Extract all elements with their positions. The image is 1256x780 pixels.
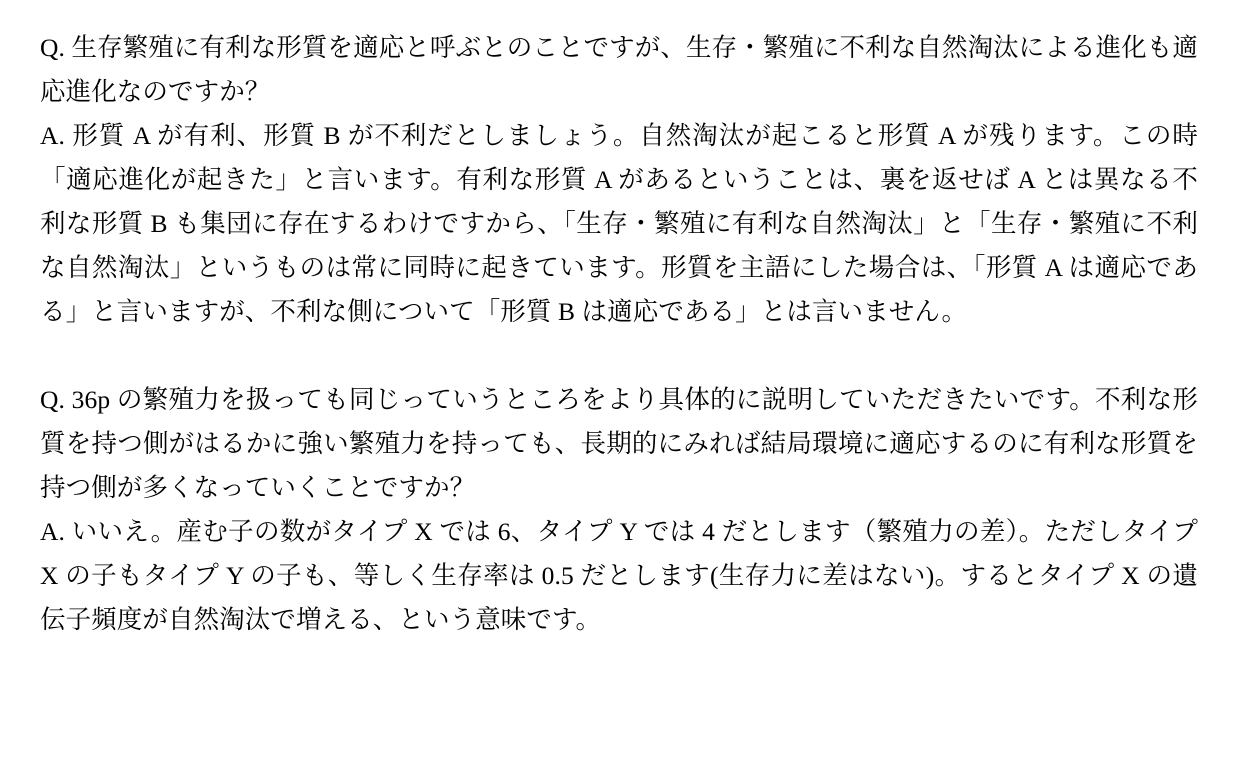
section-spacer	[40, 334, 1198, 378]
answer-text-1: A. 形質 A が有利、形質 B が不利だとしましょう。自然淘汰が起こると形質 A が残ります。この時「適応進化が起きた」と言います。有利な形質 A があるということは、裏を返せば A とは異なる不利な形質 B も集団に存在するわけですから、「生存・繁殖に有利な自然淘汰」と「生存・繁殖に不利な自然淘汰」というものは常に同時に起きています。形質を主語にした場合は、「形質 A は適応である」と言いますが、不利な側について「形質 B は適応である」とは言いません。	[40, 121, 1198, 326]
qa-section-1	[40, 26, 1198, 334]
question-text-2: Q. 36p の繁殖力を扱っても同じっていうところをより具体的に説明していただきたいです。不利な形質を持つ側がはるかに強い繁殖力を持っても、長期的にみれば結局環境に適応するのに有利な形質を持つ側が多くなっていくことですか？	[40, 385, 1198, 502]
answer-text-2: A. いいえ。産む子の数がタイプ X では 6、タイプ Y では 4 だとします（繁殖力の差）。ただしタイプ X の子もタイプ Y の子も、等しく生存率は 0.5 だとします(生存力に差はない)。するとタイプ X の遺伝子頻度が自然淘汰で増える、という意味です。	[40, 517, 1198, 634]
qa-section-2	[40, 378, 1198, 642]
question-text-1: Q. 生存繁殖に有利な形質を適応と呼ぶとのことですが、生存・繁殖に不利な自然淘汰による進化も適応進化なのですか？	[40, 33, 1198, 106]
